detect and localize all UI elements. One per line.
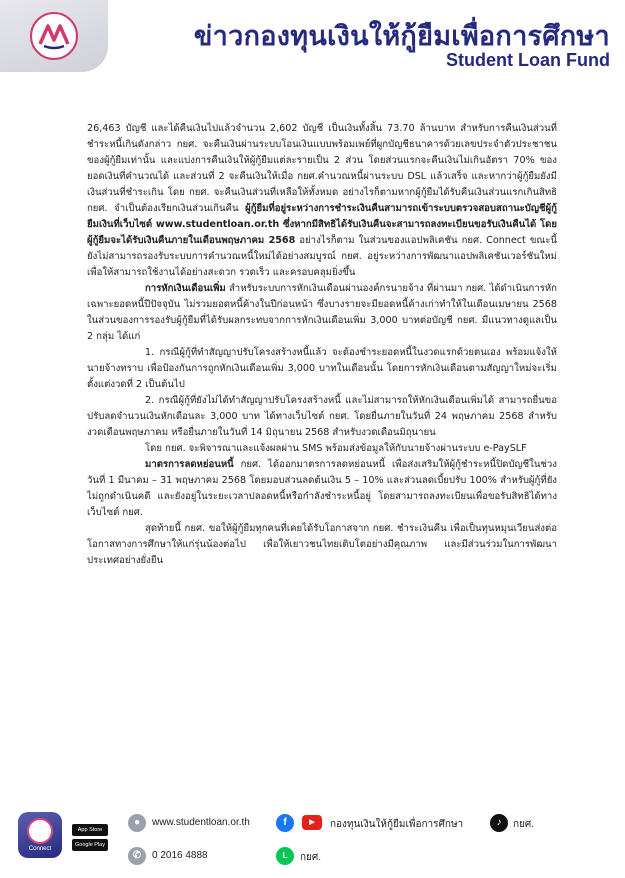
footer [0,808,625,878]
facebook-youtube-name[interactable]: กองทุนเงินให้กู้ยืมเพื่อการศึกษา [330,819,464,830]
phone-icon: ✆ [128,847,146,865]
salary-deduction-text: สำหรับระบบการหักเงินเดือนผ่านองค์กรนายจ้าง ที่ผ่านมา กยศ. ได้ดำเนินการหักเฉพาะยอดหนี้ปีปัจจุบัน ไม่รวมยอดหนี้ค้างในปีก่อนหน้า ซึ่งบางรายจะมียอดหนี้ค้างเก่าทำให้ในเดือนเมษายน 2568 ในส่วนของการรองรับผู้กู้ยืมที่ได้รับผลกระทบจากการหักเงินเดือนเพิ่ม 3,000 บาทต่อบัญชี กยศ. มีแนวทางดูแลเป็น 2 กลุ่ม ได้แก่ [87,283,557,342]
sms-notice: โดย กยศ. จะพิจารณาและแจ้งผลผ่าน SMS พร้อมส่งข้อมูลให้กับนายจ้างผ่านระบบ e-PaySLF [145,443,527,454]
paragraph-refund [87,121,557,281]
paragraph-closing: สุดท้ายนี้ กยศ. ขอให้ผู้กู้ยืมทุกคนที่เคยได้รับโอกาสจาก กยศ. ชำระเงินคืน เพื่อเป็นทุนหมุนเวียนส่งต่อโอกาสทางการศึกษาให้แก่รุ่นน้องต่อไป เพื่อให้เยาวชนไทยเติบโตอย่างมีคุณภาพ และมีส่วนร่วมในการพัฒนาประเทศอย่างยั่งยืน [87,523,557,566]
page-title-thai: ข่าวกองทุนเงินให้กู้ยืมเพื่อการศึกษา [193,21,610,52]
debt-reduction-heading: มาตรการลดหย่อนหนี้ [145,459,234,470]
article-body [87,121,557,569]
tiktok-name[interactable]: กยศ. [513,819,535,830]
app-logo-label: Connect [28,846,52,852]
phone-number[interactable]: 0 2016 4888 [152,850,208,861]
app-store-badge[interactable]: App Store [72,824,108,836]
paragraph-debt-reduction [87,457,557,521]
paragraph-refund-bold: ผู้กู้ยืมที่อยู่ระหว่างการชำระเงินคืนสามารถเข้าระบบตรวจสอบสถานะบัญชีผู้กู้ยืมเงินที่เว็บไซต์ www.studentloan.or.th ซึ่งหากมีสิทธิได้รับเงินคืนจะสามารถลงทะเบียนขอรับเงินคืนได้ โดยผู้กู้ยืมจะได้รับเงินคืนภายในเดือนพฤษภาคม 2568 [87,203,557,246]
page-title-english: Student Loan Fund [446,50,610,70]
case-one: 1. กรณีผู้กู้ที่ทำสัญญาปรับโครงสร้างหนี้แล้ว จะต้องชำระยอดหนี้ในงวดแรกด้วยตนเอง พร้อมแจ้งให้นายจ้างทราบ เพื่อป้องกันการถูกหักเงินเดือนเพิ่ม 3,000 บาทในเดือนนั้น โดยการหักเงินเดือนตามสัญญาใหม่จะเริ่มตั้งแต่งวดที่ 2 เป็นต้นไป [87,347,557,390]
tiktok-icon[interactable]: ♪ [490,814,508,832]
logo-panel [0,0,108,72]
website-link[interactable]: www.studentloan.or.th [152,817,250,828]
youtube-icon[interactable]: ▶ [302,815,322,830]
slf-connect-app-logo [18,812,62,858]
paragraph-salary-deduction [87,281,557,345]
salary-deduction-heading: การหักเงินเดือนเพิ่ม [145,283,226,294]
line-icon[interactable]: L [276,847,294,865]
paragraph-refund-tail: อย่างไรก็ตาม ในส่วนของแอปพลิเคชัน กยศ. Connect ขณะนี้ยังไม่สามารถรองรับระบบการคำนวณหนี้ใหม่ได้อย่างสมบูรณ์ กยศ. อยู่ระหว่างการพัฒนาแอปพลิเคชันเวอร์ชันใหม่ เพื่อให้สามารถใช้งานได้อย่างสะดวก รวดเร็ว และครอบคลุมยิ่งขึ้น [87,235,558,278]
line-name[interactable]: กยศ. [300,852,322,863]
paragraph-refund-text: 26,463 บัญชี และได้คืนเงินไปแล้วจำนวน 2,602 บัญชี เป็นเงินทั้งสิ้น 73.70 ล้านบาท สำหรับการคืนเงินส่วนที่ชำระหนี้เกินดังกล่าว กยศ. จะคืนเงินผ่านระบบโอนเงินแบบพร้อมเพย์ที่ผูกบัญชีธนาคารด้วยเลขประจำตัวประชาชนของผู้กู้ยืมเท่านั้น และแบ่งการคืนเงินให้ผู้กู้ยืมแต่ละรายเป็น 2 ส่วน โดยส่วนแรกจะคืนเงินไม่เกินอัตรา 70% ของยอดเงินที่คำนวณได้ และส่วนที่ 2 จะคืนเงินให้เมื่อ กยศ.คำนวณหนี้ผ่านระบบ DSL แล้วเสร็จ และหากว่าผู้กู้ยืมยังมีเงินส่วนที่ชำระเกิน โดย กยศ. จะคืนเงินส่วนที่เหลือให้ทั้งหมด อย่างไรก็ตามหากผู้กู้ยืมได้รับคืนเงินส่วนแรกเกินสิทธิ กยศ. จำเป็นต้องเรียกเงินส่วนเกินคืน [87,123,557,214]
debt-reduction-text: กยศ. ได้ออกมาตรการลดหย่อนหนี้ เพื่อส่งเสริมให้ผู้กู้ชำระหนี้ปิดบัญชีในช่วงวันที่ 1 มีนาคม – 31 พฤษภาคม 2568 โดยมอบส่วนลดต้นเงิน 5 – 10% และส่วนลดเบี้ยปรับ 100% สำหรับผู้กู้ที่ยังไม่ถูกดำเนินคดี และยังอยู่ในระยะเวลาปลอดหนี้หรือกำลังชำระหนี้อยู่ โดยสามารถลงทะเบียนเพื่อขอรับสิทธิได้ทางเว็บไซต์ กยศ. [87,459,557,518]
slf-logo-icon [30,12,78,60]
globe-icon: ● [128,814,146,832]
case-two: 2. กรณีผู้กู้ที่ยังไม่ได้ทำสัญญาปรับโครงสร้างหนี้ และไม่สามารถให้หักเงินเดือนเพิ่มได้ สามารถยื่นขอปรับลดจำนวนเงินหักเดือนละ 3,000 บาท ได้ทางเว็บไซต์ กยศ. โดยยื่นภายในวันที่ 24 พฤษภาคม 2568 สำหรับงวดเดือนพฤษภาคม หรือยื่นภายในวันที่ 14 มิถุนายน 2568 สำหรับงวดเดือนมิถุนายน [87,395,557,438]
google-play-badge[interactable]: Google Play [72,839,108,851]
facebook-icon[interactable]: f [276,814,294,832]
